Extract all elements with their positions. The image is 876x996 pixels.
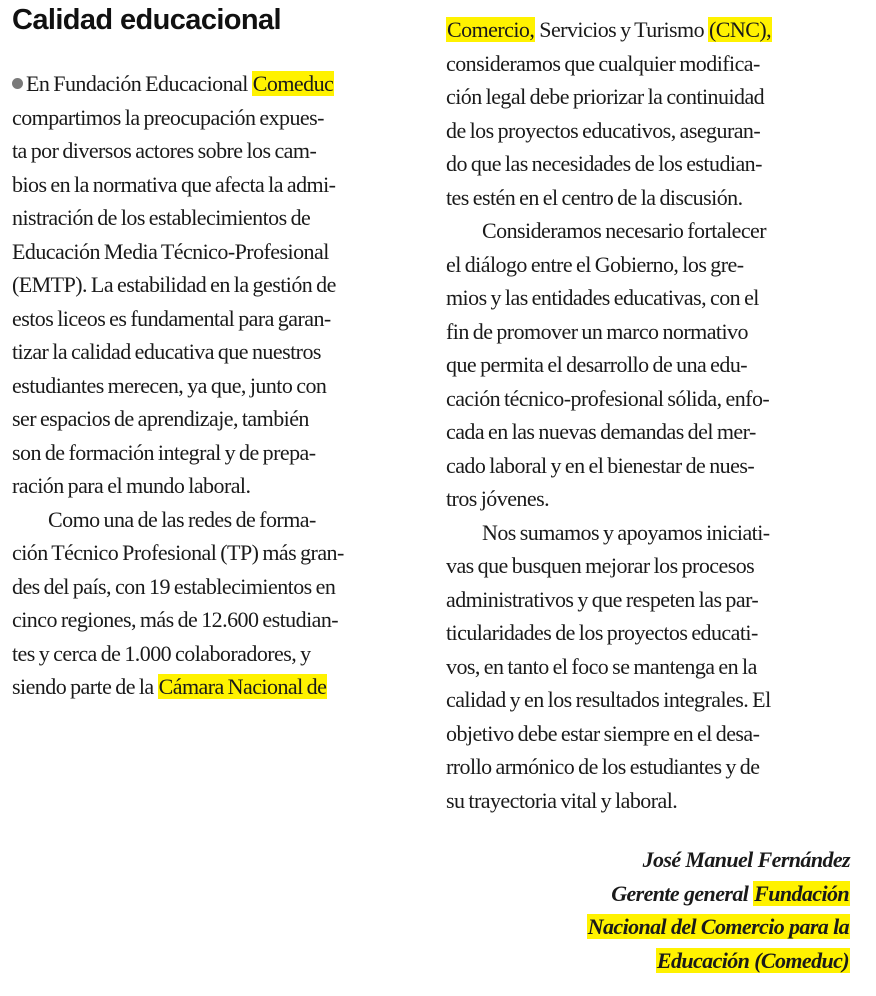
text-line: vos, en tanto el foco se mantenga en la xyxy=(446,653,757,679)
text-line: fin de promover un marco normativo xyxy=(446,318,748,344)
text-line: de los proyectos educativos, aseguran- xyxy=(446,117,761,143)
text-line: son de formación integral y de prepa- xyxy=(12,439,316,465)
author-role xyxy=(587,876,850,910)
text-line xyxy=(12,670,422,704)
left-column xyxy=(12,67,422,704)
text-line: (EMTP). La estabilidad en la gestión de xyxy=(12,272,336,297)
text-line: Educación Media Técnico-Profesional xyxy=(12,238,329,264)
text-run: siendo parte de la xyxy=(12,674,158,699)
text-line: Como una de las redes de forma- xyxy=(48,506,316,532)
text-line: estudiantes merecen, ya que, junto con xyxy=(12,372,327,398)
highlighted-text: Nacional del Comercio para la xyxy=(587,914,849,939)
text-line: Consideramos necesario fortalecer xyxy=(482,218,767,243)
text-line: ración para el mundo laboral. xyxy=(12,473,251,498)
text-line: tes y cerca de 1.000 colaboradores, y xyxy=(12,640,311,666)
text-line: ción legal debe priorizar la continuidad xyxy=(446,84,765,109)
text-line: nistración de los establecimientos de xyxy=(12,205,311,230)
author-organization xyxy=(587,909,850,943)
text-line: estos liceos es fundamental para garan- xyxy=(12,305,331,331)
author-name: José Manuel Fernández xyxy=(642,847,850,872)
text-line: compartimos la preocupación expues- xyxy=(12,104,324,130)
text-line: el diálogo entre el Gobierno, los gre- xyxy=(446,251,744,277)
text-line: cinco regiones, más de 12.600 estudian- xyxy=(12,607,339,632)
highlighted-text: (CNC), xyxy=(709,17,772,42)
text-line: objetivo debe estar siempre en el desa- xyxy=(446,720,760,746)
text-line: des del país, con 19 establecimientos en xyxy=(12,573,336,599)
text-line: do que las necesidades de los estudian- xyxy=(446,151,762,176)
highlighted-text: Educación (Comeduc) xyxy=(656,947,849,973)
text-run: Gerente general xyxy=(611,880,754,906)
article-title: Calidad educacional xyxy=(12,4,282,36)
bullet-icon xyxy=(12,78,23,89)
highlighted-text: Comercio, xyxy=(447,17,535,42)
text-line: ticularidades de los proyectos educati- xyxy=(446,620,758,645)
text-line: tros jóvenes. xyxy=(446,486,550,511)
text-line: ción Técnico Profesional (TP) más gran- xyxy=(12,540,344,565)
author-signature xyxy=(587,842,850,976)
text-line: cado laboral y en el bienestar de nues- xyxy=(446,452,755,478)
text-line: cada en las nuevas demandas del mer- xyxy=(446,419,756,444)
highlighted-text: Fundación xyxy=(754,880,849,906)
highlighted-text: Comeduc xyxy=(252,71,334,96)
text-line: bios en la normativa que afecta la admi- xyxy=(12,171,336,197)
text-line xyxy=(12,67,422,101)
text-line: administrativos y que respeten las par- xyxy=(446,586,759,612)
text-line: rrollo armónico de los estudiantes y de xyxy=(446,754,760,779)
text-run: En Fundación Educacional xyxy=(26,71,252,96)
text-line: cación técnico-profesional sólida, enfo- xyxy=(446,385,770,411)
text-line: ser espacios de aprendizaje, también xyxy=(12,406,309,431)
text-line: que permita el desarrollo de una edu- xyxy=(446,352,748,377)
text-line: Nos sumamos y apoyamos iniciati- xyxy=(482,519,770,545)
text-line: tizar la calidad educativa que nuestros xyxy=(12,339,321,364)
text-line: mios y las entidades educativas, con el xyxy=(446,285,759,310)
highlighted-text: Cámara Nacional de xyxy=(158,674,327,699)
text-line: tes estén en el centro de la discusión. xyxy=(446,184,743,210)
author-organization xyxy=(587,943,850,977)
text-line: su trayectoria vital y laboral. xyxy=(446,787,678,813)
text-line xyxy=(446,13,856,47)
text-line: ta por diversos actores sobre los cam- xyxy=(12,138,317,163)
text-line: calidad y en los resultados integrales. El xyxy=(446,687,771,712)
text-line: consideramos que cualquier modifica- xyxy=(446,50,760,76)
text-run: Servicios y Turismo xyxy=(535,17,709,42)
text-line: vas que busquen mejorar los procesos xyxy=(446,553,755,578)
right-column xyxy=(446,13,856,817)
